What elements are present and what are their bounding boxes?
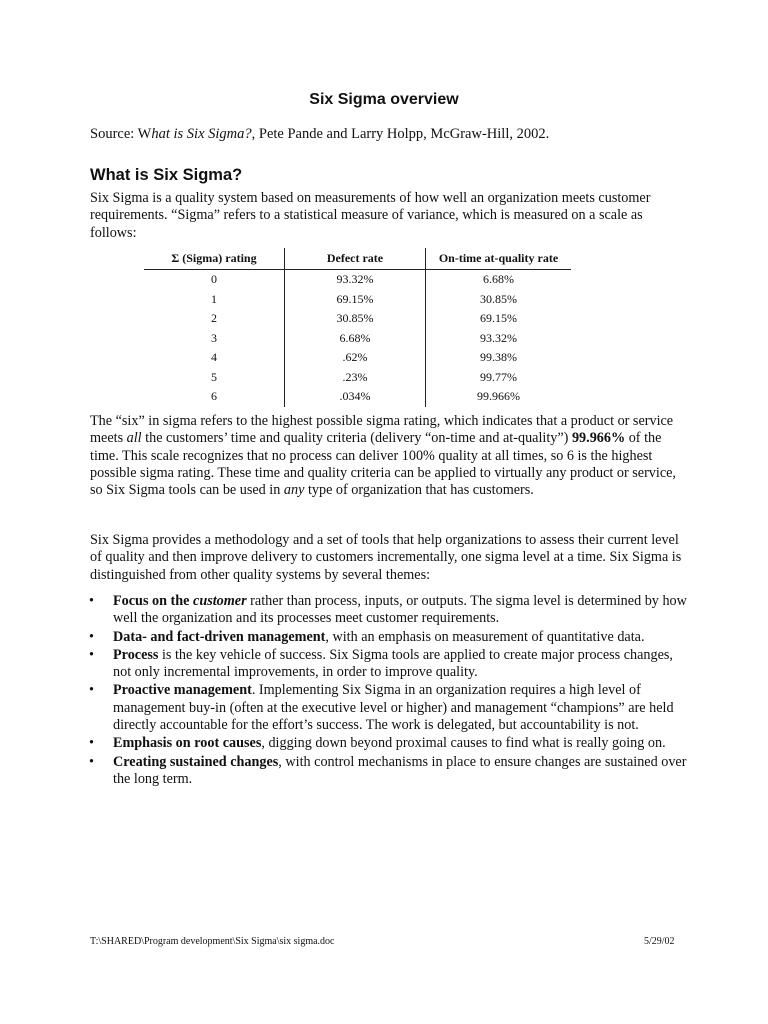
section-heading: What is Six Sigma? — [90, 166, 243, 184]
table-header-row — [144, 248, 571, 270]
cell-ontime: 30.85% — [426, 290, 572, 310]
list-item-text: , with an emphasis on measurement of quantitative data. — [325, 628, 645, 645]
themes-list — [88, 593, 688, 789]
list-item-bold: Process — [113, 646, 159, 663]
list-item-text: . Implementing Six Sigma in an organization requires a high level of management buy-in (often at the executive level or higher) and management “champions” are held directly accountable for the effort’s success. The work is delegated, but accountability is not. — [113, 682, 674, 734]
list-item — [88, 629, 688, 646]
para-emphasis: all — [126, 430, 142, 447]
list-item-bold: Emphasis on root causes — [113, 735, 262, 752]
cell-ontime: 99.38% — [426, 348, 572, 368]
bullet-icon: • — [89, 735, 94, 752]
table-row — [144, 348, 571, 368]
cell-ontime: 69.15% — [426, 309, 572, 329]
cell-sigma: 4 — [211, 350, 217, 365]
bullet-icon: • — [89, 682, 94, 699]
para-text: the customers’ time and quality criteria (delivery “on-time and at-quality”) — [141, 430, 572, 447]
para-emphasis-percent: 99.966% — [571, 430, 626, 447]
footer-file-path: T:\SHARED\Program development\Six Sigma\six sigma.doc — [90, 936, 335, 947]
para-text: type of organization that has customers. — [304, 482, 534, 499]
source-suffix: , Pete Pande and Larry Holpp, McGraw-Hill, 2002. — [251, 126, 550, 142]
table-row — [144, 387, 571, 407]
bullet-icon: • — [89, 593, 94, 609]
header-defect-rate: Defect rate — [285, 248, 426, 270]
cell-sigma: 2 — [211, 311, 217, 326]
table-row — [144, 290, 571, 310]
list-item-text: , digging down beyond proximal causes to find what is really going on. — [261, 735, 666, 752]
para-text: The “six” in sigma refers to the highest possible sigma rating, which indicates that a product or service meets — [90, 413, 674, 447]
header-sigma-rating: Σ (Sigma) rating — [144, 248, 285, 270]
footer-date: 5/29/02 — [644, 936, 675, 947]
bullet-icon: • — [89, 753, 94, 770]
list-item — [88, 682, 688, 734]
cell-defect: 6.68% — [285, 329, 426, 349]
cell-sigma: 0 — [211, 272, 217, 287]
page-title: Six Sigma overview — [309, 91, 459, 108]
cell-sigma: 6 — [211, 389, 217, 404]
cell-ontime: 6.68% — [426, 270, 572, 290]
table-row — [144, 309, 571, 329]
list-item — [88, 754, 688, 789]
table-row — [144, 368, 571, 388]
list-item-bold: Proactive management — [113, 682, 252, 699]
source-book-title: hat is Six Sigma? — [151, 126, 252, 142]
para-text: of the time. This scale recognizes that no process can deliver 100% quality at all times, so 6 is the highest possible sigma rating. These time and quality criteria can be applied to virtually any product or service, so Six Sigma tools can be used in — [90, 430, 676, 499]
intro-paragraph: Six Sigma is a quality system based on measurements of how well an organization meets customer requirements. “Sigma” refers to a statistical measure of variance, which is measured on a scale as follows: — [90, 190, 651, 241]
source-prefix: Source: W — [90, 126, 152, 142]
list-item-text: , with control mechanisms in place to ensure changes are sustained over the long term. — [113, 753, 687, 787]
bullet-icon: • — [89, 628, 94, 645]
cell-defect: .23% — [285, 368, 426, 388]
six-explanation-paragraph — [90, 413, 690, 499]
table-row — [144, 329, 571, 349]
cell-sigma: 1 — [211, 291, 217, 306]
cell-sigma: 3 — [211, 330, 217, 345]
cell-defect: .62% — [285, 348, 426, 368]
cell-defect: 30.85% — [285, 309, 426, 329]
list-item-bold: Creating sustained changes — [113, 753, 279, 770]
table-row — [144, 270, 571, 290]
cell-defect: .034% — [285, 387, 426, 407]
bullet-icon: • — [89, 646, 94, 663]
source-citation — [90, 126, 549, 143]
list-item-bold-italic: customer — [193, 593, 247, 609]
list-item — [88, 593, 688, 628]
cell-defect: 69.15% — [285, 290, 426, 310]
cell-ontime: 99.966% — [426, 387, 572, 407]
list-item-bold: Focus on the — [113, 593, 194, 609]
sigma-table — [144, 248, 571, 407]
header-ontime-rate: On-time at-quality rate — [426, 248, 572, 270]
list-item — [88, 647, 688, 682]
cell-defect: 93.32% — [285, 270, 426, 290]
list-item-text: rather than process, inputs, or outputs. The sigma level is determined by how well the organization and its processes meet customer requirements. — [113, 593, 687, 627]
list-item-text: is the key vehicle of success. Six Sigma tools are applied to create major process changes, not only incremental improvements, in order to improve quality. — [113, 646, 673, 681]
cell-ontime: 93.32% — [426, 329, 572, 349]
list-item-bold: Data- and fact-driven management — [113, 628, 326, 645]
cell-sigma: 5 — [211, 369, 217, 384]
methodology-paragraph: Six Sigma provides a methodology and a set of tools that help organizations to assess their current level of quality and then improve delivery to customers incrementally, one sigma level at a time. Six Sigma is distinguished from other quality systems by several themes: — [90, 532, 682, 583]
para-emphasis: any — [283, 482, 305, 499]
cell-ontime: 99.77% — [426, 368, 572, 388]
list-item — [88, 735, 688, 752]
